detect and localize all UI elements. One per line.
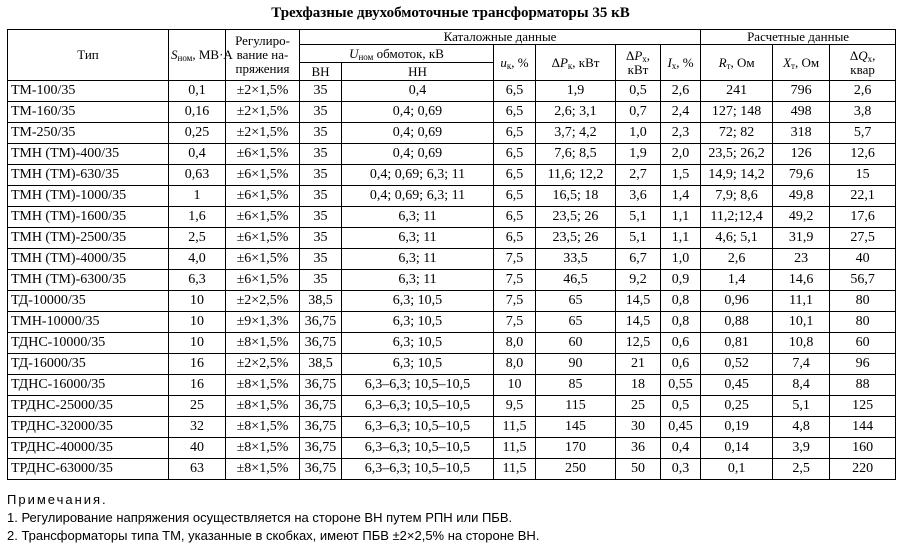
cell-xt: 7,4 <box>773 354 830 375</box>
table-row <box>8 333 896 354</box>
cell-dpx: 12,5 <box>616 333 661 354</box>
cell-regulation: ±2×2,5% <box>226 354 300 375</box>
cell-dpx: 0,5 <box>616 81 661 102</box>
cell-xt: 49,8 <box>773 186 830 207</box>
table-row <box>8 375 896 396</box>
cell-rt: 0,1 <box>701 459 773 480</box>
cell-vn: 35 <box>300 165 342 186</box>
cell-rt: 11,2;12,4 <box>701 207 773 228</box>
cell-vn: 35 <box>300 102 342 123</box>
cell-dqx: 96 <box>830 354 896 375</box>
cell-ix: 1,1 <box>661 228 701 249</box>
cell-dpx: 18 <box>616 375 661 396</box>
cell-rt: 1,4 <box>701 270 773 291</box>
cell-vn: 35 <box>300 249 342 270</box>
cell-dpx: 5,1 <box>616 228 661 249</box>
cell-uk: 6,5 <box>494 186 536 207</box>
cell-dpk: 65 <box>536 312 616 333</box>
cell-regulation: ±2×2,5% <box>226 291 300 312</box>
cell-nn: 6,3–6,3; 10,5–10,5 <box>342 396 494 417</box>
cell-ix: 1,1 <box>661 207 701 228</box>
cell-xt: 10,1 <box>773 312 830 333</box>
cell-nn: 0,4 <box>342 81 494 102</box>
cell-ix: 0,55 <box>661 375 701 396</box>
table-row <box>8 291 896 312</box>
cell-dpx: 14,5 <box>616 312 661 333</box>
header-dpk: $\Delta P_к$, кВт <box>536 45 616 81</box>
cell-uk: 11,5 <box>494 459 536 480</box>
cell-rt: 0,96 <box>701 291 773 312</box>
cell-nn: 0,4; 0,69; 6,3; 11 <box>342 165 494 186</box>
cell-uk: 9,5 <box>494 396 536 417</box>
cell-dqx: 15 <box>830 165 896 186</box>
cell-xt: 498 <box>773 102 830 123</box>
cell-dpx: 5,1 <box>616 207 661 228</box>
cell-uk: 6,5 <box>494 123 536 144</box>
cell-vn: 36,75 <box>300 417 342 438</box>
cell-rt: 0,88 <box>701 312 773 333</box>
cell-xt: 23 <box>773 249 830 270</box>
cell-rt: 0,52 <box>701 354 773 375</box>
cell-type: ТМ-100/35 <box>8 81 169 102</box>
cell-dqx: 2,6 <box>830 81 896 102</box>
cell-rt: 14,9; 14,2 <box>701 165 773 186</box>
cell-dpk: 90 <box>536 354 616 375</box>
cell-xt: 4,8 <box>773 417 830 438</box>
header-nn: НН <box>342 63 494 81</box>
cell-dqx: 80 <box>830 291 896 312</box>
table-row <box>8 270 896 291</box>
cell-ix: 1,5 <box>661 165 701 186</box>
cell-type: ТД-16000/35 <box>8 354 169 375</box>
cell-rt: 7,9; 8,6 <box>701 186 773 207</box>
cell-dpk: 170 <box>536 438 616 459</box>
cell-s-nom: 0,16 <box>169 102 226 123</box>
cell-dpx: 14,5 <box>616 291 661 312</box>
header-type: Тип <box>8 30 169 81</box>
cell-regulation: ±8×1,5% <box>226 438 300 459</box>
cell-uk: 6,5 <box>494 144 536 165</box>
header-regulation: Регулиро-вание на-пряжения <box>226 30 300 81</box>
cell-vn: 36,75 <box>300 333 342 354</box>
cell-nn: 0,4; 0,69 <box>342 123 494 144</box>
table-row <box>8 459 896 480</box>
cell-regulation: ±8×1,5% <box>226 333 300 354</box>
cell-dpk: 65 <box>536 291 616 312</box>
cell-regulation: ±6×1,5% <box>226 186 300 207</box>
cell-dpk: 145 <box>536 417 616 438</box>
cell-vn: 35 <box>300 270 342 291</box>
cell-dpk: 3,7; 4,2 <box>536 123 616 144</box>
cell-type: ТДНС-10000/35 <box>8 333 169 354</box>
header-s-nom: $S_{ном}$, МВ·А <box>169 30 226 81</box>
cell-xt: 10,8 <box>773 333 830 354</box>
cell-regulation: ±8×1,5% <box>226 417 300 438</box>
cell-vn: 35 <box>300 186 342 207</box>
cell-s-nom: 10 <box>169 312 226 333</box>
cell-s-nom: 63 <box>169 459 226 480</box>
cell-s-nom: 32 <box>169 417 226 438</box>
table-header <box>8 30 896 81</box>
cell-vn: 35 <box>300 81 342 102</box>
cell-uk: 6,5 <box>494 102 536 123</box>
cell-regulation: ±6×1,5% <box>226 165 300 186</box>
cell-ix: 2,3 <box>661 123 701 144</box>
cell-xt: 796 <box>773 81 830 102</box>
cell-ix: 0,8 <box>661 312 701 333</box>
cell-ix: 2,4 <box>661 102 701 123</box>
cell-dqx: 60 <box>830 333 896 354</box>
cell-dpx: 9,2 <box>616 270 661 291</box>
cell-dpk: 115 <box>536 396 616 417</box>
cell-dpx: 1,9 <box>616 144 661 165</box>
cell-dqx: 80 <box>830 312 896 333</box>
cell-uk: 7,5 <box>494 270 536 291</box>
cell-type: ТМН (ТМ)-2500/35 <box>8 228 169 249</box>
cell-rt: 4,6; 5,1 <box>701 228 773 249</box>
cell-vn: 38,5 <box>300 291 342 312</box>
cell-nn: 0,4; 0,69 <box>342 102 494 123</box>
note-item: 1. Регулирование напряжения осуществляется на стороне ВН путем РПН или ПБВ. <box>7 510 513 525</box>
cell-dqx: 88 <box>830 375 896 396</box>
cell-dpk: 46,5 <box>536 270 616 291</box>
cell-rt: 0,45 <box>701 375 773 396</box>
cell-ix: 0,4 <box>661 438 701 459</box>
cell-dqx: 40 <box>830 249 896 270</box>
cell-dpx: 0,7 <box>616 102 661 123</box>
cell-dpx: 2,7 <box>616 165 661 186</box>
cell-vn: 36,75 <box>300 396 342 417</box>
cell-uk: 11,5 <box>494 417 536 438</box>
cell-uk: 6,5 <box>494 207 536 228</box>
cell-type: ТМН (ТМ)-4000/35 <box>8 249 169 270</box>
cell-type: ТМ-160/35 <box>8 102 169 123</box>
cell-dqx: 5,7 <box>830 123 896 144</box>
cell-dpk: 60 <box>536 333 616 354</box>
table-row <box>8 312 896 333</box>
cell-regulation: ±2×1,5% <box>226 102 300 123</box>
cell-rt: 127; 148 <box>701 102 773 123</box>
cell-regulation: ±8×1,5% <box>226 459 300 480</box>
cell-s-nom: 0,4 <box>169 144 226 165</box>
cell-vn: 36,75 <box>300 312 342 333</box>
table-row <box>8 438 896 459</box>
cell-ix: 0,9 <box>661 270 701 291</box>
cell-rt: 0,81 <box>701 333 773 354</box>
cell-vn: 35 <box>300 228 342 249</box>
table-row <box>8 207 896 228</box>
cell-regulation: ±9×1,3% <box>226 312 300 333</box>
cell-dpk: 11,6; 12,2 <box>536 165 616 186</box>
header-u-nom: $U_{ном}$ обмоток, кВ <box>300 45 494 63</box>
cell-s-nom: 0,63 <box>169 165 226 186</box>
cell-xt: 3,9 <box>773 438 830 459</box>
cell-type: ТРДНС-32000/35 <box>8 417 169 438</box>
cell-nn: 6,3; 11 <box>342 270 494 291</box>
cell-dqx: 160 <box>830 438 896 459</box>
cell-uk: 6,5 <box>494 81 536 102</box>
cell-uk: 7,5 <box>494 249 536 270</box>
cell-dqx: 220 <box>830 459 896 480</box>
cell-ix: 0,3 <box>661 459 701 480</box>
note-item: 2. Трансформаторы типа ТМ, указанные в скобках, имеют ПБВ ±2×2,5% на стороне ВН. <box>7 528 540 543</box>
table-row <box>8 102 896 123</box>
cell-ix: 1,4 <box>661 186 701 207</box>
transformer-table <box>7 29 896 480</box>
cell-uk: 8,0 <box>494 354 536 375</box>
cell-nn: 6,3; 10,5 <box>342 354 494 375</box>
cell-s-nom: 25 <box>169 396 226 417</box>
cell-nn: 0,4; 0,69 <box>342 144 494 165</box>
cell-type: ТД-10000/35 <box>8 291 169 312</box>
cell-xt: 79,6 <box>773 165 830 186</box>
cell-rt: 72; 82 <box>701 123 773 144</box>
cell-dpk: 23,5; 26 <box>536 207 616 228</box>
table-body <box>8 81 896 480</box>
cell-dpx: 30 <box>616 417 661 438</box>
cell-uk: 7,5 <box>494 312 536 333</box>
cell-ix: 2,6 <box>661 81 701 102</box>
cell-s-nom: 6,3 <box>169 270 226 291</box>
cell-uk: 7,5 <box>494 291 536 312</box>
cell-vn: 38,5 <box>300 354 342 375</box>
cell-ix: 2,0 <box>661 144 701 165</box>
cell-type: ТМН-10000/35 <box>8 312 169 333</box>
cell-regulation: ±6×1,5% <box>226 270 300 291</box>
cell-s-nom: 1,6 <box>169 207 226 228</box>
cell-s-nom: 0,25 <box>169 123 226 144</box>
cell-uk: 6,5 <box>494 228 536 249</box>
cell-nn: 6,3; 11 <box>342 228 494 249</box>
cell-type: ТДНС-16000/35 <box>8 375 169 396</box>
cell-nn: 6,3–6,3; 10,5–10,5 <box>342 375 494 396</box>
cell-ix: 0,6 <box>661 354 701 375</box>
table-row <box>8 165 896 186</box>
cell-regulation: ±8×1,5% <box>226 396 300 417</box>
table-row <box>8 81 896 102</box>
cell-nn: 6,3–6,3; 10,5–10,5 <box>342 438 494 459</box>
cell-type: ТМН (ТМ)-400/35 <box>8 144 169 165</box>
cell-s-nom: 2,5 <box>169 228 226 249</box>
notes-header: Примечания. <box>7 492 108 507</box>
cell-dpk: 33,5 <box>536 249 616 270</box>
cell-type: ТРДНС-25000/35 <box>8 396 169 417</box>
cell-s-nom: 4,0 <box>169 249 226 270</box>
cell-regulation: ±6×1,5% <box>226 207 300 228</box>
cell-vn: 35 <box>300 123 342 144</box>
cell-nn: 6,3; 10,5 <box>342 312 494 333</box>
cell-dpx: 1,0 <box>616 123 661 144</box>
notes <box>7 491 897 545</box>
cell-regulation: ±6×1,5% <box>226 228 300 249</box>
cell-ix: 1,0 <box>661 249 701 270</box>
cell-type: ТРДНС-63000/35 <box>8 459 169 480</box>
header-dqx: $\Delta Q_х$, квар <box>830 45 896 81</box>
cell-uk: 8,0 <box>494 333 536 354</box>
cell-dpx: 6,7 <box>616 249 661 270</box>
cell-dqx: 27,5 <box>830 228 896 249</box>
cell-type: ТМН (ТМ)-630/35 <box>8 165 169 186</box>
cell-xt: 2,5 <box>773 459 830 480</box>
cell-dqx: 17,6 <box>830 207 896 228</box>
cell-ix: 0,6 <box>661 333 701 354</box>
header-calc: Расчетные данные <box>701 30 896 45</box>
cell-dpk: 2,6; 3,1 <box>536 102 616 123</box>
cell-xt: 8,4 <box>773 375 830 396</box>
cell-type: ТМН (ТМ)-1000/35 <box>8 186 169 207</box>
header-catalog: Каталожные данные <box>300 30 701 45</box>
cell-regulation: ±2×1,5% <box>226 81 300 102</box>
cell-s-nom: 1 <box>169 186 226 207</box>
cell-nn: 6,3; 11 <box>342 249 494 270</box>
cell-xt: 31,9 <box>773 228 830 249</box>
cell-dpx: 36 <box>616 438 661 459</box>
header-rt: $R_т$, Ом <box>701 45 773 81</box>
cell-ix: 0,8 <box>661 291 701 312</box>
cell-xt: 49,2 <box>773 207 830 228</box>
cell-dpx: 25 <box>616 396 661 417</box>
cell-vn: 36,75 <box>300 438 342 459</box>
cell-uk: 11,5 <box>494 438 536 459</box>
cell-regulation: ±8×1,5% <box>226 375 300 396</box>
cell-rt: 23,5; 26,2 <box>701 144 773 165</box>
table-title: Трехфазные двухобмоточные трансформаторы 35 кВ <box>271 5 630 21</box>
cell-s-nom: 0,1 <box>169 81 226 102</box>
cell-dpk: 16,5; 18 <box>536 186 616 207</box>
cell-regulation: ±2×1,5% <box>226 123 300 144</box>
cell-nn: 6,3; 10,5 <box>342 333 494 354</box>
cell-nn: 0,4; 0,69; 6,3; 11 <box>342 186 494 207</box>
cell-type: ТРДНС-40000/35 <box>8 438 169 459</box>
cell-dpk: 7,6; 8,5 <box>536 144 616 165</box>
table-row <box>8 144 896 165</box>
header-dpx: $\Delta P_х$, кВт <box>616 45 661 81</box>
cell-nn: 6,3; 11 <box>342 207 494 228</box>
cell-xt: 14,6 <box>773 270 830 291</box>
cell-rt: 241 <box>701 81 773 102</box>
cell-rt: 0,19 <box>701 417 773 438</box>
cell-uk: 6,5 <box>494 165 536 186</box>
cell-type: ТМН (ТМ)-1600/35 <box>8 207 169 228</box>
cell-s-nom: 10 <box>169 333 226 354</box>
cell-ix: 0,5 <box>661 396 701 417</box>
cell-dpk: 85 <box>536 375 616 396</box>
table-row <box>8 186 896 207</box>
cell-s-nom: 16 <box>169 354 226 375</box>
table-row <box>8 354 896 375</box>
cell-s-nom: 16 <box>169 375 226 396</box>
header-uk: $u_к$, % <box>494 45 536 81</box>
cell-dqx: 56,7 <box>830 270 896 291</box>
cell-dpk: 1,9 <box>536 81 616 102</box>
cell-vn: 36,75 <box>300 459 342 480</box>
cell-uk: 10 <box>494 375 536 396</box>
cell-dpx: 21 <box>616 354 661 375</box>
cell-xt: 11,1 <box>773 291 830 312</box>
cell-dpx: 50 <box>616 459 661 480</box>
cell-xt: 5,1 <box>773 396 830 417</box>
cell-vn: 35 <box>300 144 342 165</box>
header-ix: $I_х$, % <box>661 45 701 81</box>
cell-vn: 35 <box>300 207 342 228</box>
table-row <box>8 249 896 270</box>
cell-dpx: 3,6 <box>616 186 661 207</box>
cell-s-nom: 40 <box>169 438 226 459</box>
cell-ix: 0,45 <box>661 417 701 438</box>
cell-xt: 126 <box>773 144 830 165</box>
cell-dqx: 125 <box>830 396 896 417</box>
cell-rt: 2,6 <box>701 249 773 270</box>
cell-type: ТМН (ТМ)-6300/35 <box>8 270 169 291</box>
cell-dpk: 250 <box>536 459 616 480</box>
table-row <box>8 228 896 249</box>
cell-rt: 0,14 <box>701 438 773 459</box>
cell-dqx: 22,1 <box>830 186 896 207</box>
header-xt: $X_т$, Ом <box>773 45 830 81</box>
cell-nn: 6,3–6,3; 10,5–10,5 <box>342 459 494 480</box>
cell-rt: 0,25 <box>701 396 773 417</box>
cell-dqx: 144 <box>830 417 896 438</box>
cell-s-nom: 10 <box>169 291 226 312</box>
cell-nn: 6,3–6,3; 10,5–10,5 <box>342 417 494 438</box>
table-row <box>8 396 896 417</box>
cell-vn: 36,75 <box>300 375 342 396</box>
cell-dpk: 23,5; 26 <box>536 228 616 249</box>
cell-regulation: ±6×1,5% <box>226 144 300 165</box>
cell-dqx: 3,8 <box>830 102 896 123</box>
header-vn: ВН <box>300 63 342 81</box>
cell-xt: 318 <box>773 123 830 144</box>
table-row <box>8 417 896 438</box>
cell-type: ТМ-250/35 <box>8 123 169 144</box>
cell-dqx: 12,6 <box>830 144 896 165</box>
table-row <box>8 123 896 144</box>
cell-nn: 6,3; 10,5 <box>342 291 494 312</box>
cell-regulation: ±6×1,5% <box>226 249 300 270</box>
